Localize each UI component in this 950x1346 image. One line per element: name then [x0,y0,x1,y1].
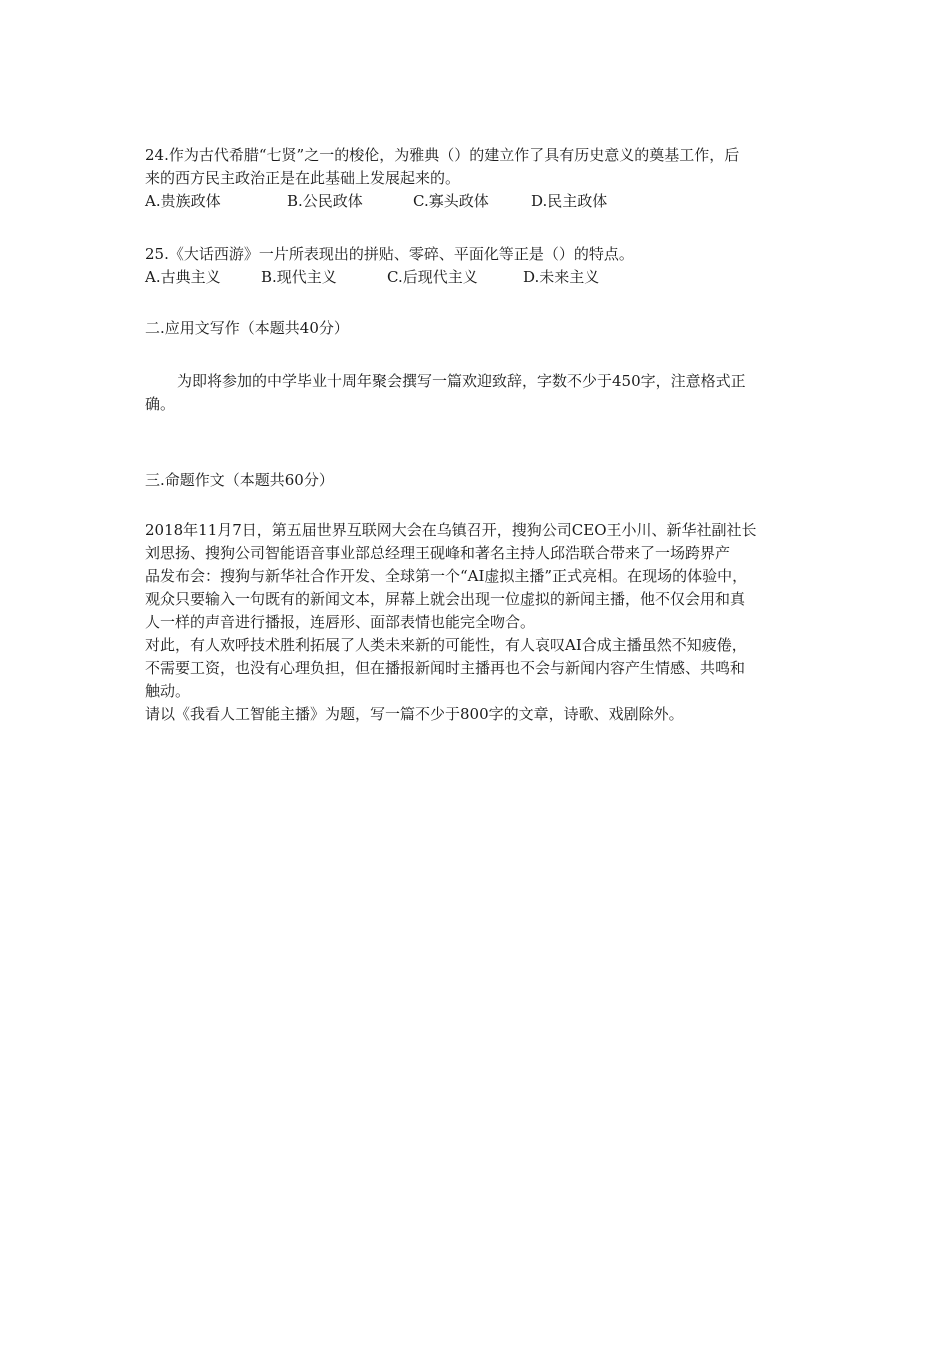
section-3-heading: 三.命题作文（本题共60分） [145,471,334,489]
question-24 [145,144,815,213]
section-3-body [145,519,815,726]
section-2 [145,317,815,340]
q24-option-b: B.公民政体 [287,192,363,210]
q25-option-c: C.后现代主义 [387,268,478,286]
section-2-heading: 二.应用文写作（本题共40分） [145,319,349,337]
q24-stem-line1: 24.作为古代希腊“七贤”之一的梭伦，为雅典（）的建立作了具有历史意义的奠基工作，后 [145,146,740,164]
section-3-line: 2018年11月7日，第五届世界互联网大会在乌镇召开，搜狗公司CEO王小川、新华社副社长 [145,521,757,539]
section-2-prompt-line2: 确。 [145,395,176,413]
section-3-line: 不需要工资，也没有心理负担，但在播报新闻时主播再也不会与新闻内容产生情感、共鸣和 [145,659,746,677]
section-3-line: 请以《我看人工智能主播》为题，写一篇不少于800字的文章，诗歌、戏剧除外。 [145,705,684,723]
section-3 [145,469,815,492]
q25-option-d: D.未来主义 [523,268,600,286]
question-25 [145,243,815,289]
section-3-line: 对此，有人欢呼技术胜利拓展了人类未来新的可能性，有人哀叹AI合成主播虽然不知疲倦， [145,636,747,654]
q25-options [145,266,815,289]
section-3-line: 观众只要输入一句既有的新闻文本，屏幕上就会出现一位虚拟的新闻主播，他不仅会用和真 [145,590,746,608]
q24-option-c: C.寡头政体 [413,192,489,210]
section-3-line: 品发布会：搜狗与新华社合作开发、全球第一个“AI虚拟主播”正式亮相。在现场的体验中， [145,567,748,585]
q25-stem: 25.《大话西游》一片所表现出的拼贴、零碎、平面化等正是（）的特点。 [145,245,634,263]
section-3-line: 刘思扬、搜狗公司智能语音事业部总经理王砚峰和著名主持人邱浩联合带来了一场跨界产 [145,544,731,562]
section-2-prompt-line1: 为即将参加的中学毕业十周年聚会撰写一篇欢迎致辞，字数不少于450字，注意格式正 [177,372,746,390]
q24-option-d: D.民主政体 [531,192,608,210]
q25-option-a: A.古典主义 [145,268,221,286]
q24-options [145,190,815,213]
section-2-prompt [145,370,815,416]
section-3-line: 人一样的声音进行播报，连唇形、面部表情也能完全吻合。 [145,613,536,631]
q24-option-a: A.贵族政体 [145,192,221,210]
q24-stem-line2: 来的西方民主政治正是在此基础上发展起来的。 [145,169,461,187]
section-3-line: 触动。 [145,682,191,700]
q25-option-b: B.现代主义 [261,268,337,286]
